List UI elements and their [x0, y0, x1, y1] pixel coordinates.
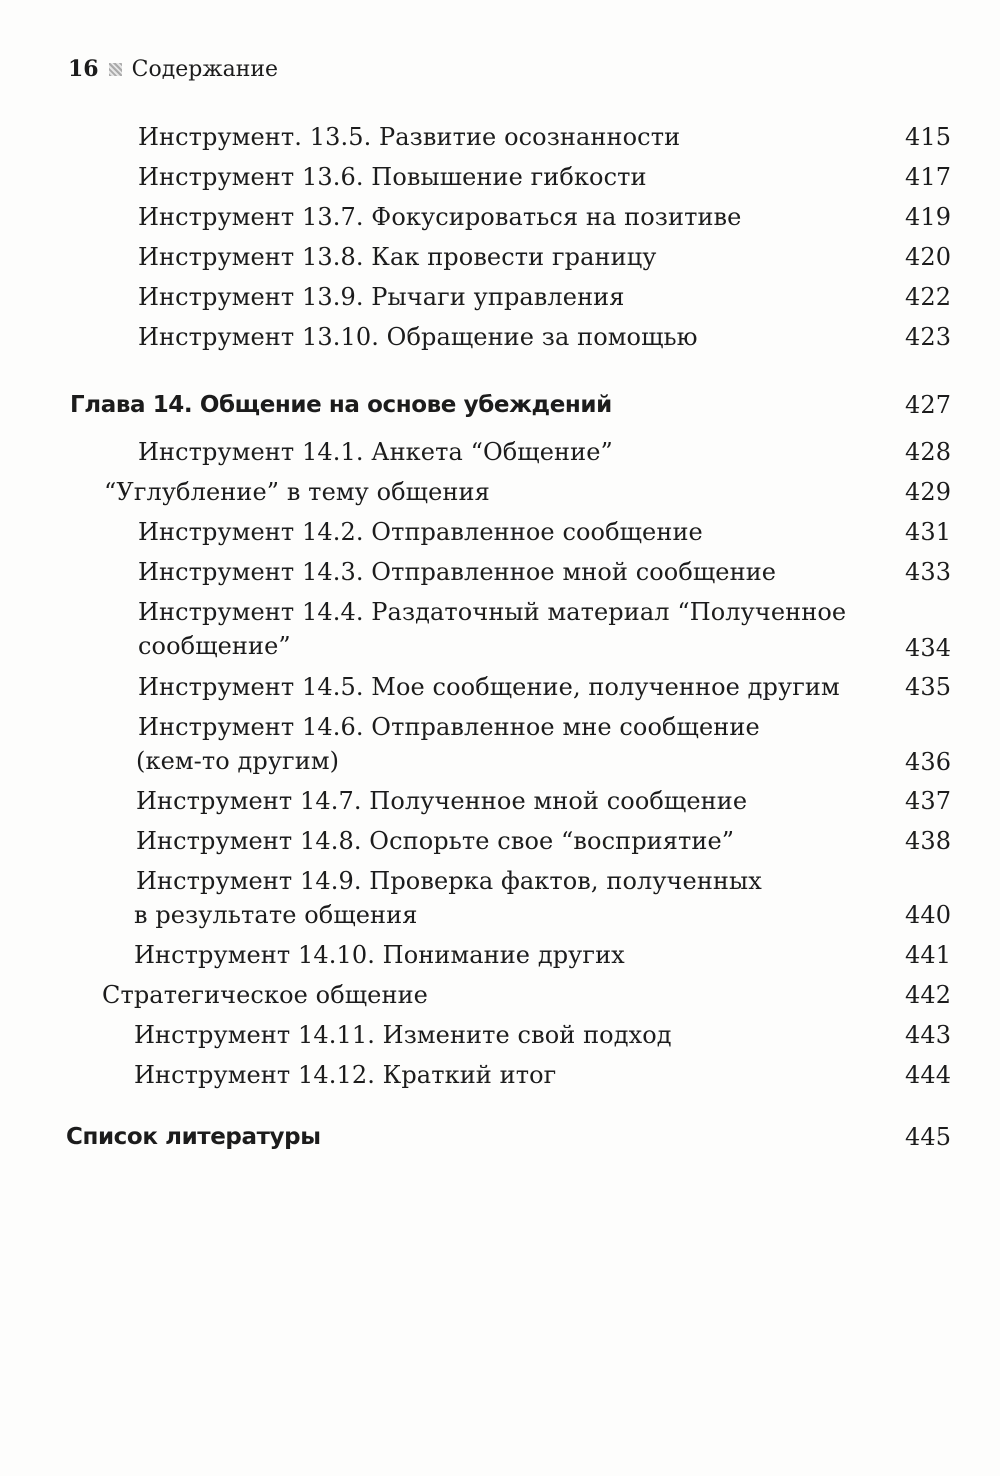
toc-entry-page: 440: [905, 901, 952, 929]
toc-entry-title: Инструмент 13.6. Повышение гибкости: [138, 163, 647, 191]
toc-entry-title: Инструмент 14.8. Оспорьте свое “восприятие”: [136, 827, 735, 855]
toc-entry-page: 429: [905, 478, 952, 506]
toc-entry: [138, 598, 846, 626]
toc-entry-page: 415: [905, 123, 952, 151]
toc-chapter-title: Глава 14. Общение на основе убеждений: [70, 392, 612, 418]
toc-chapter-title: Список литературы: [66, 1124, 321, 1150]
toc-entry-title: Инструмент 14.1. Анкета “Общение”: [138, 438, 613, 466]
toc-entry-title-line1: Инструмент 14.6. Отправленное мне сообщение: [138, 713, 760, 741]
toc-entry: [138, 203, 741, 231]
toc-entry-title: Инструмент 13.9. Рычаги управления: [138, 283, 625, 311]
toc-entry-title-line1: Инструмент 14.9. Проверка фактов, полученных: [136, 867, 762, 895]
toc-section: [104, 478, 490, 506]
toc-entry-title: Инструмент 14.12. Краткий итог: [134, 1061, 557, 1089]
toc-entry-page: 442: [905, 981, 952, 1009]
toc-entry: [134, 941, 625, 969]
toc-entry-title: Инструмент 14.11. Измените свой подход: [134, 1021, 672, 1049]
running-header: [68, 56, 278, 82]
toc-entry: [138, 283, 625, 311]
toc-entry: [136, 867, 762, 895]
toc-entry-title-line2: (кем-то другим): [136, 747, 340, 775]
toc-entry: [138, 123, 680, 151]
toc-entry: [136, 747, 339, 775]
toc-entry-page: 445: [905, 1123, 952, 1151]
ornament-icon: [109, 63, 122, 76]
toc-entry-page: 438: [905, 827, 952, 855]
toc-entry-page: 435: [905, 673, 952, 701]
toc-entry-page: 433: [905, 558, 952, 586]
section-title: Содержание: [131, 56, 279, 82]
toc-entry-page: 420: [905, 243, 952, 271]
toc-entry-page: 417: [905, 163, 952, 191]
toc-entry: [138, 713, 760, 741]
toc-entry-title-line2: сообщение”: [138, 632, 291, 660]
toc-entry: [138, 243, 656, 271]
toc-entry-title: Инструмент 14.2. Отправленное сообщение: [138, 518, 703, 546]
toc-entry-page: 431: [905, 518, 952, 546]
toc-chapter-heading: [66, 1124, 321, 1150]
toc-entry: [134, 1061, 556, 1089]
toc-entry-title-line2: в результате общения: [134, 901, 418, 929]
toc-entry: [138, 673, 840, 701]
toc-entry: [134, 1021, 672, 1049]
toc-section-title: “Углубление” в тему общения: [104, 478, 490, 506]
toc-entry-title: Инструмент 13.7. Фокусироваться на позитиве: [138, 203, 742, 231]
toc-entry-title: Инструмент 13.10. Обращение за помощью: [138, 323, 698, 351]
toc-entry-page: 434: [905, 634, 952, 662]
toc-entry-title: Инструмент 14.5. Мое сообщение, полученное другим: [138, 673, 840, 701]
toc-entry-title: Инструмент 14.7. Полученное мной сообщение: [136, 787, 748, 815]
toc-entry: [136, 787, 747, 815]
toc-entry: [138, 558, 776, 586]
toc-entry: [138, 323, 698, 351]
toc-entry-title: Инструмент 13.8. Как провести границу: [138, 243, 657, 271]
toc-entry: [134, 901, 417, 929]
toc-entry: [138, 163, 647, 191]
page-number: 16: [68, 56, 99, 82]
toc-entry-page: 444: [905, 1061, 952, 1089]
toc-entry: [138, 518, 703, 546]
toc-entry-page: 428: [905, 438, 952, 466]
toc-chapter-heading: [70, 392, 612, 418]
toc-entry: [138, 438, 613, 466]
toc-entry-title: Инструмент 14.3. Отправленное мной сообщение: [138, 558, 777, 586]
toc-section-title: Стратегическое общение: [102, 981, 428, 1009]
toc-entry-page: 441: [905, 941, 952, 969]
toc-entry-page: 423: [905, 323, 952, 351]
toc-entry-title: Инструмент 14.10. Понимание других: [134, 941, 625, 969]
toc-entry-page: 443: [905, 1021, 952, 1049]
toc-entry: [138, 632, 291, 660]
toc-entry-title: Инструмент. 13.5. Развитие осознанности: [138, 123, 681, 151]
toc-entry-page: 437: [905, 787, 952, 815]
toc-section: [102, 981, 428, 1009]
toc-entry-page: 419: [905, 203, 952, 231]
toc-entry-page: 422: [905, 283, 952, 311]
toc-entry: [136, 827, 734, 855]
toc-entry-page: 436: [905, 748, 952, 776]
toc-entry-page: 427: [905, 391, 952, 419]
toc-entry-title-line1: Инструмент 14.4. Раздаточный материал “Полученное: [138, 598, 847, 626]
